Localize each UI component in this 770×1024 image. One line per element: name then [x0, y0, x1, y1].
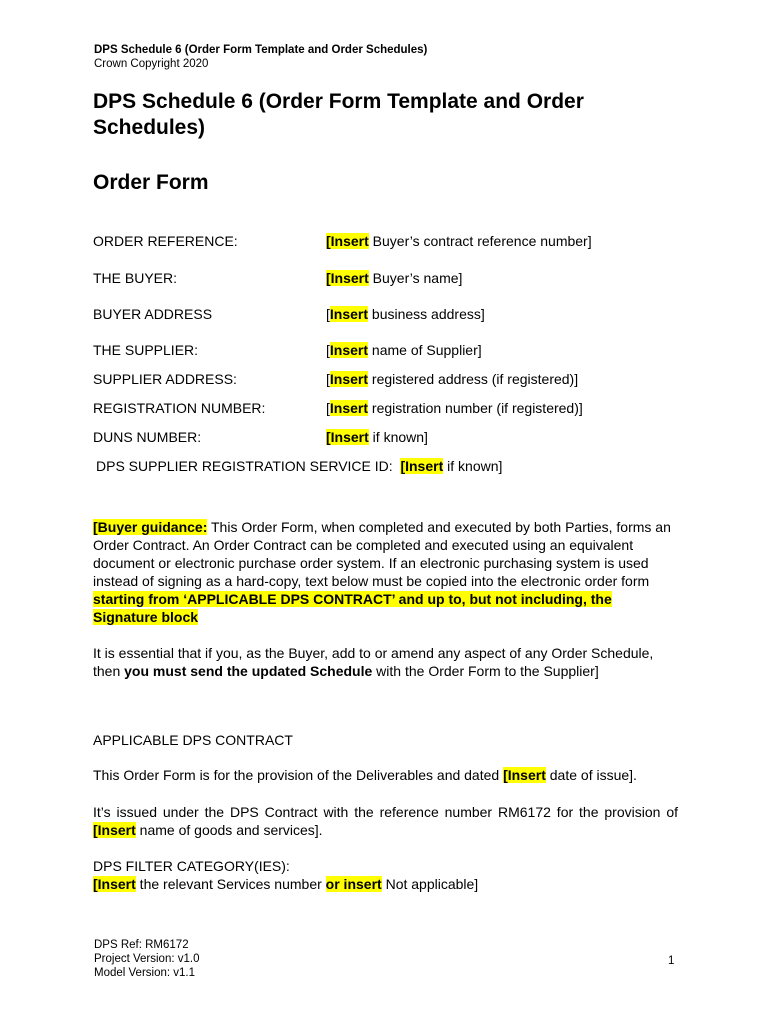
page-footer: [94, 938, 199, 980]
or-insert-tag: or insert: [325, 876, 382, 892]
insert-tag: [Insert: [503, 767, 546, 783]
field-value-registration-number: [Insert registration number (if registered)]: [326, 400, 583, 416]
filter-category-heading: DPS FILTER CATEGORY(IES):: [93, 858, 290, 874]
applicable-contract-heading: APPLICABLE DPS CONTRACT: [93, 732, 293, 748]
footer-project-version: Project Version: v1.0: [94, 953, 200, 965]
essential-paragraph: It is essential that if you, as the Buyer, add to or amend any aspect of any Order Schedule, then you must send the updated Schedule with the Order Form to the Supplier]: [93, 645, 654, 679]
field-value-duns-number: [Insert if known]: [326, 429, 428, 445]
buyer-guidance-paragraph: [Buyer guidance: This Order Form, when completed and executed by both Parties, forms an Order Contract. An Order Contract can be completed and executed using an equivalent document or electronic purchase order system. If an electronic purchasing system is used instead of signing as a hard-copy, text below must be copied into the electronic order form starting from ‘APPLICABLE DPS CONTRACT’ and up to, but not including, the Signature block: [93, 519, 671, 625]
guidance-highlight: starting from ‘APPLICABLE DPS CONTRACT’ and up to, but not including, the Signature block: [93, 591, 612, 625]
field-value-supplier: [Insert name of Supplier]: [326, 342, 482, 358]
essential-bold: you must send the updated Schedule: [124, 663, 373, 679]
field-label-registration-number: REGISTRATION NUMBER:: [93, 400, 266, 416]
dps-id-insert-tag: [Insert: [400, 458, 444, 474]
field-value-buyer-address: [Insert business address]: [326, 306, 485, 322]
insert-tag: [Insert: [93, 822, 136, 838]
dps-id-rest: if known]: [443, 458, 503, 474]
field-value-buyer: [Insert Buyer’s name]: [326, 270, 463, 286]
field-label-supplier-address: SUPPLIER ADDRESS:: [93, 371, 237, 387]
applicable-paragraph-1: This Order Form is for the provision of the Deliverables and dated [Insert date of issue].: [93, 767, 637, 783]
dps-id-label: DPS SUPPLIER REGISTRATION SERVICE ID:: [96, 458, 393, 474]
footer-dps-ref: DPS Ref: RM6172: [94, 939, 189, 951]
field-label-buyer-address: BUYER ADDRESS: [93, 306, 213, 322]
document-title: DPS Schedule 6 (Order Form Template and Order Schedules): [93, 90, 584, 139]
insert-tag: [Insert: [93, 876, 136, 892]
field-value-supplier-address: [Insert registered address (if registered)]: [326, 371, 579, 387]
field-label-duns-number: DUNS NUMBER:: [93, 429, 202, 445]
page-number: 1: [668, 955, 675, 967]
footer-model-version: Model Version: v1.1: [94, 967, 196, 979]
buyer-guidance-lead: [Buyer guidance:: [93, 519, 208, 535]
field-value-order-reference: [Insert Buyer’s contract reference number]: [326, 233, 592, 249]
filter-category-value: [Insert the relevant Services number or insert Not applicable]: [93, 876, 479, 892]
section-title: Order Form: [93, 171, 209, 194]
running-header-copyright: Crown Copyright 2020: [94, 58, 209, 70]
field-label-supplier: THE SUPPLIER:: [93, 342, 199, 358]
field-label-buyer: THE BUYER:: [93, 270, 178, 286]
field-label-order-reference: ORDER REFERENCE:: [93, 233, 238, 249]
dps-supplier-registration-id: [96, 458, 502, 474]
running-header-title: DPS Schedule 6 (Order Form Template and Order Schedules): [94, 44, 428, 56]
applicable-paragraph-2: It’s issued under the DPS Contract with the reference number RM6172 for the provision of [Insert name of goods and services].: [93, 804, 678, 838]
